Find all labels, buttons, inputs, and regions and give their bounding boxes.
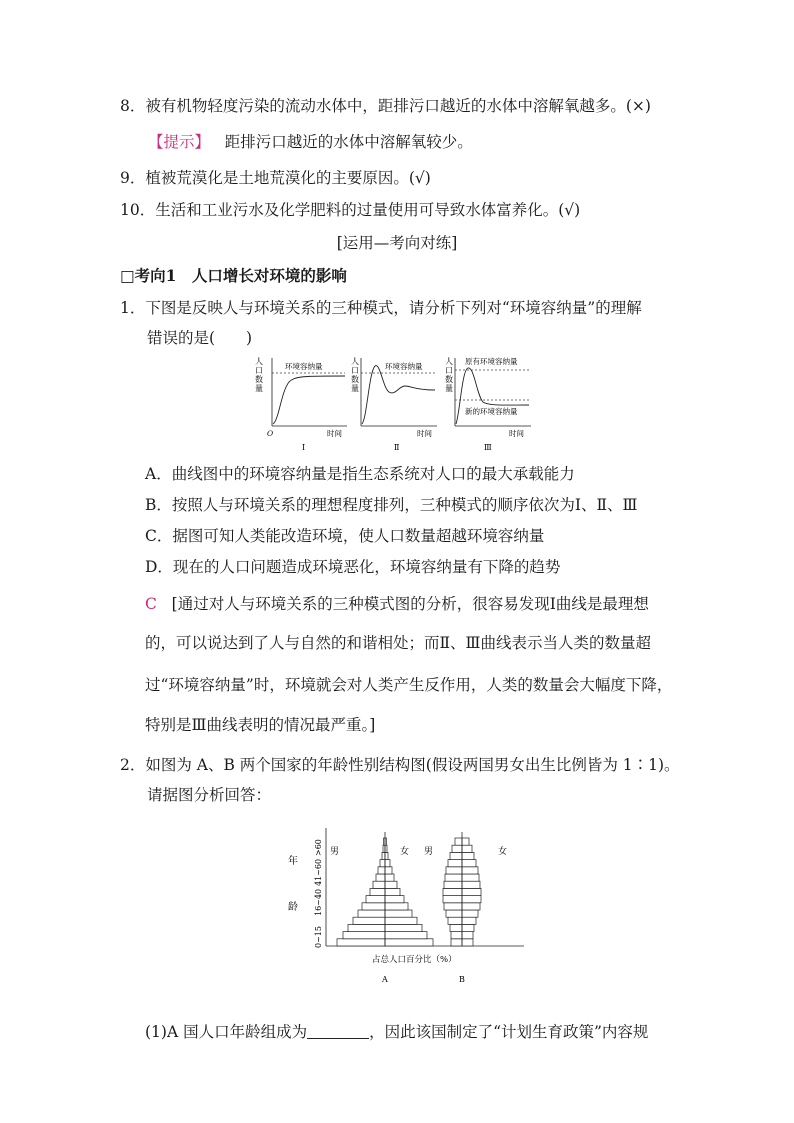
- explanation-line-1: [145, 594, 649, 614]
- pyramid-b-bar-left-3: [448, 917, 462, 924]
- panel-3-ylabel-3: 数: [445, 375, 453, 384]
- pyramid-a: [337, 832, 433, 946]
- pyramid-a-bar-right-5: [385, 903, 408, 910]
- question-2-line-2: 请据图分析回答：: [147, 786, 272, 804]
- pyramid-b-bar-left-11: [448, 860, 462, 867]
- pyramid-a-bar-right-12: [385, 852, 388, 859]
- explanation-line-4: 特别是Ⅲ曲线表明的情况最严重。]: [145, 716, 376, 734]
- section-title: [运用—考向对练]: [336, 234, 458, 252]
- pyramid-a-bar-left-7: [370, 888, 385, 895]
- pyramid-b-bar-left-10: [446, 867, 462, 874]
- pyramid-b-bar-right-9: [462, 874, 479, 881]
- pyramid-a-bar-left-0: [337, 939, 385, 946]
- pyramid-b-bar-left-1: [451, 932, 462, 939]
- pyramid-b-bar-right-3: [462, 917, 476, 924]
- panel-2-ylabel-2: 口: [351, 366, 359, 375]
- panel-3-orig-capacity-label: 原有环境容纳量: [465, 357, 518, 366]
- pyramid-a-bar-right-6: [385, 896, 404, 903]
- panel-1-label: Ⅰ: [302, 443, 306, 452]
- pyramid-a-bar-left-5: [362, 903, 385, 910]
- pyramid-a-bar-right-0: [385, 939, 433, 946]
- panel-2: [351, 356, 437, 452]
- item-8-hint: [148, 132, 473, 152]
- pyramid-a-bar-right-1: [385, 932, 427, 939]
- pyramid-b: [443, 832, 481, 946]
- pyramid-ylabel-1: 年: [288, 856, 298, 867]
- explanation-line-3: 过“环境容纳量”时，环境就会对人类产生反作用，人类的数量会大幅度下降，: [145, 676, 673, 694]
- age-tick-41-60: 41~60: [314, 858, 323, 886]
- panel-3-new-capacity-label: 新的环境容纳量: [465, 407, 518, 416]
- option-c: C．据图可知人类能改造环境，使人口数量超越环境容纳量: [145, 527, 545, 545]
- panel-2-capacity-label: 环境容纳量: [385, 362, 423, 371]
- pyramid-b-bar-left-4: [446, 910, 462, 917]
- pyramid-a-bar-left-8: [373, 881, 385, 888]
- panel-1: [255, 356, 347, 452]
- pyramid-b-bar-left-7: [443, 888, 462, 895]
- pyramid-b-bar-right-10: [462, 867, 478, 874]
- panel-3-ylabel-4: 量: [445, 384, 453, 393]
- sub-1-prefix: (1)A 国人口年龄组成为: [145, 1023, 308, 1041]
- pyramid-a-male: 男: [330, 847, 340, 857]
- pyramid-a-label: A: [382, 975, 388, 984]
- pyramid-a-bar-left-4: [358, 910, 385, 917]
- pyramid-b-bar-right-8: [462, 881, 480, 888]
- pyramid-a-bar-left-11: [380, 860, 385, 867]
- pyramid-b-bar-right-12: [462, 852, 474, 859]
- figure-population-models: [255, 352, 535, 454]
- pyramid-b-bar-left-6: [443, 896, 462, 903]
- panel-2-label: Ⅱ: [394, 443, 400, 452]
- question-1-line-1: 1．下图是反映人与环境关系的三种模式，请分析下列对“环境容纳量”的理解: [120, 299, 642, 317]
- question-2-sub-1: [145, 1022, 648, 1042]
- figure-age-pyramids: [282, 818, 532, 988]
- pyramid-b-bar-right-13: [462, 845, 472, 852]
- pyramid-b-male: 男: [424, 847, 434, 857]
- pyramid-a-bar-right-8: [385, 881, 397, 888]
- pyramid-b-bar-right-11: [462, 860, 476, 867]
- question-1-line-2: 错误的是( ): [147, 329, 253, 347]
- panel-3: [445, 356, 531, 452]
- panel-1-curve: [273, 376, 345, 424]
- pyramid-a-bar-right-11: [385, 860, 390, 867]
- sub-1-suffix: ，因此该国制定了“计划生育政策”内容规: [369, 1023, 649, 1041]
- pyramid-b-bar-right-5: [462, 903, 480, 910]
- pyramid-b-bar-left-8: [444, 881, 462, 888]
- option-b: B．按照人与环境关系的理想程度排列，三种模式的顺序依次为Ⅰ、Ⅱ、Ⅲ: [145, 496, 638, 514]
- pyramid-b-bar-right-4: [462, 910, 478, 917]
- pyramid-a-bar-left-1: [343, 932, 385, 939]
- explanation-text-1: [通过对人与环境关系的三种模式图的分析，很容易发现Ⅰ曲线是最理想: [171, 595, 649, 613]
- pyramid-a-bar-left-10: [378, 867, 385, 874]
- pyramid-b-bar-left-2: [450, 924, 462, 931]
- pyramid-b-bar-left-13: [452, 845, 462, 852]
- panel-3-xlabel: 时间: [509, 429, 524, 438]
- panel-2-xlabel: 时间: [417, 429, 432, 438]
- pyramid-b-bar-left-0: [451, 939, 462, 946]
- pyramid-b-bar-right-14: [462, 838, 469, 845]
- age-tick-0-15: 0~15: [314, 926, 323, 948]
- pyramid-b-bar-right-7: [462, 888, 481, 895]
- item-10: 10．生活和工业污水及化学肥料的过量使用可导致水体富养化。(√): [120, 201, 581, 219]
- pyramid-a-female: 女: [400, 847, 410, 857]
- pyramid-a-bar-left-9: [376, 874, 385, 881]
- pyramid-b-bar-left-9: [445, 874, 462, 881]
- pyramid-a-bar-left-3: [353, 917, 385, 924]
- pyramid-b-bar-right-2: [462, 924, 474, 931]
- pyramid-xlabel: 占总人口百分比（%）: [372, 955, 457, 965]
- pyramid-b-female: 女: [498, 847, 508, 857]
- pyramid-a-bar-right-3: [385, 917, 417, 924]
- pyramid-b-bar-right-0: [462, 939, 473, 946]
- topic-1-heading: □考向1 人口增长对环境的影响: [120, 266, 347, 285]
- pyramid-a-bar-left-6: [366, 896, 385, 903]
- answer-blank[interactable]: [307, 1024, 369, 1039]
- hint-label: 【提示】: [148, 133, 211, 151]
- age-tick-16-40: 16~40: [314, 888, 323, 916]
- option-a: A．曲线图中的环境容纳量是指生态系统对人口的最大承载能力: [145, 465, 575, 483]
- pyramid-a-bar-right-4: [385, 910, 412, 917]
- panel-3-ylabel-2: 口: [445, 366, 453, 375]
- answer-letter: C: [145, 595, 157, 613]
- panel-2-ylabel-1: 人: [351, 357, 359, 366]
- panel-3-label: Ⅲ: [484, 443, 492, 452]
- panel-2-ylabel-3: 数: [351, 375, 359, 384]
- pyramid-b-label: B: [459, 975, 465, 984]
- pyramid-b-bar-right-1: [462, 932, 473, 939]
- pyramid-b-bar-left-5: [444, 903, 462, 910]
- panel-1-ylabel-4: 量: [255, 384, 263, 393]
- pyramid-a-bar-left-12: [382, 852, 385, 859]
- panel-1-capacity-label: 环境容纳量: [285, 362, 323, 371]
- panel-1-ylabel-1: 人: [255, 357, 263, 366]
- option-d: D．现在的人口问题造成环境恶化，环境容纳量有下降的趋势: [145, 558, 561, 576]
- panel-1-ylabel-3: 数: [255, 375, 263, 384]
- pyramid-a-bar-right-10: [385, 867, 392, 874]
- item-8: 8．被有机物轻度污染的流动水体中，距排污口越近的水体中溶解氧越多。(×): [120, 97, 651, 115]
- pyramid-a-bar-right-7: [385, 888, 400, 895]
- panel-1-xlabel: 时间: [327, 429, 342, 438]
- age-tick-over-60: >60: [314, 839, 323, 856]
- item-9: 9．植被荒漠化是土地荒漠化的主要原因。(√): [120, 169, 431, 187]
- panel-1-origin: O: [267, 429, 274, 438]
- panel-1-ylabel-2: 口: [255, 366, 263, 375]
- pyramid-a-bar-right-2: [385, 924, 422, 931]
- pyramid-b-bar-left-12: [450, 852, 462, 859]
- explanation-line-2: 的，可以说达到了人与自然的和谐相处；而Ⅱ、Ⅲ曲线表示当人类的数量超: [145, 634, 651, 652]
- panel-3-ylabel-1: 人: [445, 357, 453, 366]
- pyramid-a-bar-left-2: [348, 924, 385, 931]
- pyramid-a-bar-right-9: [385, 874, 394, 881]
- pyramid-b-bar-right-6: [462, 896, 481, 903]
- hint-text: 距排污口越近的水体中溶解氧较少。: [224, 133, 473, 151]
- panel-2-ylabel-4: 量: [351, 384, 359, 393]
- pyramid-ylabel-2: 龄: [288, 902, 298, 913]
- panel-2-curve: [362, 366, 435, 424]
- pyramid-b-bar-left-14: [455, 838, 462, 845]
- question-2-line-1: 2．如图为 A、B 两个国家的年龄性别结构图(假设两国男女出生比例皆为 1∶1)。: [120, 756, 680, 774]
